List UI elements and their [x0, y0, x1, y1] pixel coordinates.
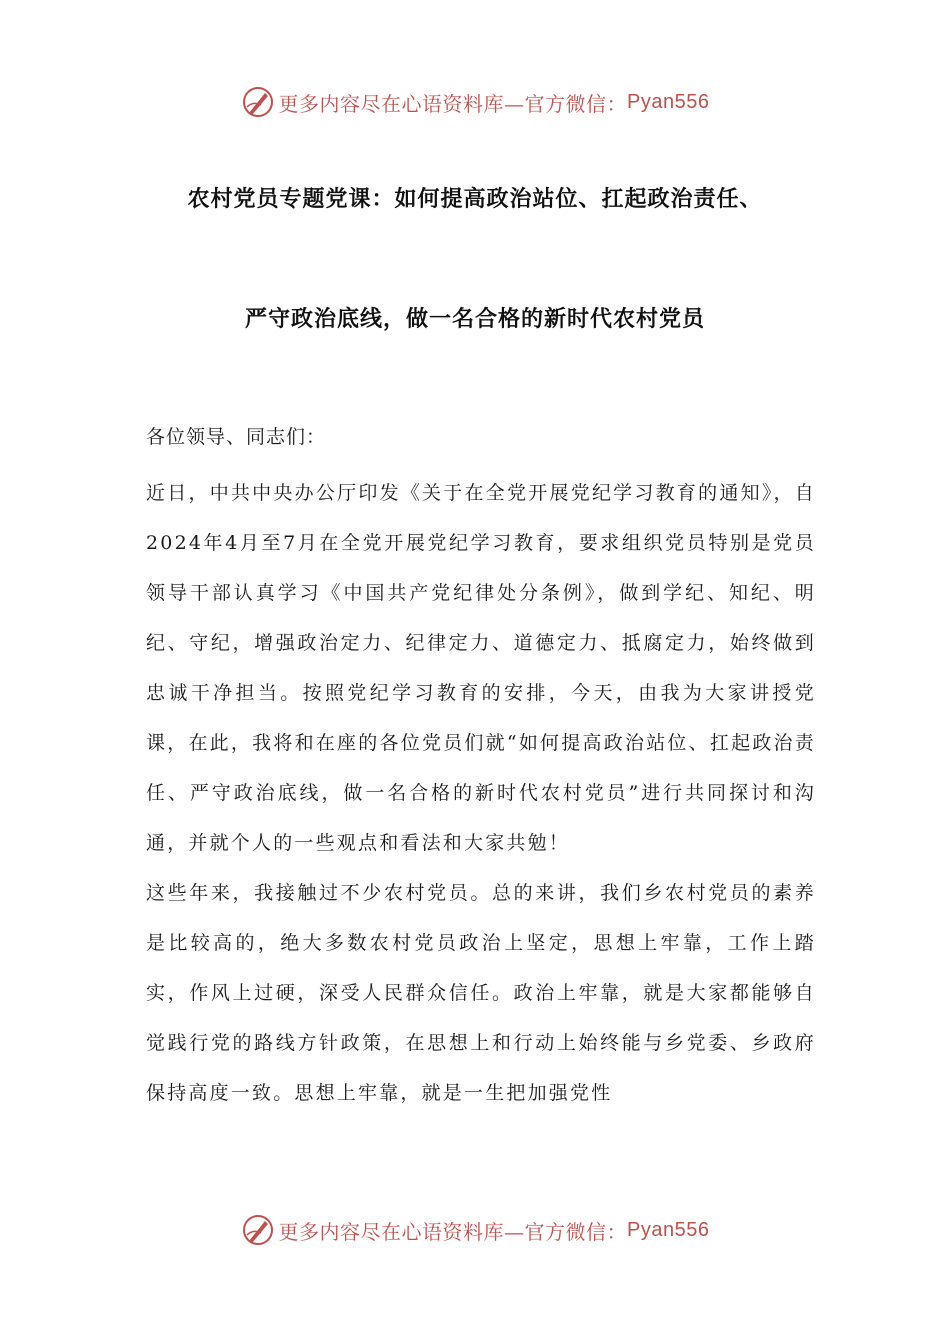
paragraph-1: 近日，中共中央办公厅印发《关于在全党开展党纪学习教育的通知》，自2024年4月至7月在全党开展党纪学习教育，要求组织党员特别是党员领导干部认真学习《中国共产党纪律处分条例》，做到学纪、知纪、明纪、守纪，增强政治定力、纪律定力、道德定力、抵腐定力，始终做到忠诚干净担当。按照党纪学习教育的安排，今天，由我为大家讲授党课，在此，我将和在座的各位党员们就“如何提高政治站位、扛起政治责任、严守政治底线，做一名合格的新时代农村党员”进行共同探讨和沟通，并就个人的一些观点和看法和大家共勉！: [146, 482, 816, 854]
document-title-line-1: 农村党员专题党课：如何提高政治站位、扛起政治责任、: [187, 186, 763, 212]
header-banner: [0, 82, 950, 122]
header-banner-text: 更多内容尽在心语资料库—官方微信：: [278, 91, 628, 116]
document-title-line-2: 严守政治底线，做一名合格的新时代农村党员: [244, 306, 705, 332]
pen-logo-icon: [241, 1213, 275, 1247]
paragraph-2: 这些年来，我接触过不少农村党员。总的来讲，我们乡农村党员的素养是比较高的，绝大多数农村党员政治上坚定，思想上牢靠，工作上踏实，作风上过硬，深受人民群众信任。政治上牢靠，就是大家都能够自觉践行党的路线方针政策，在思想上和行动上始终能与乡党委、乡政府保持高度一致。思想上牢靠，就是一生把加强党性: [146, 882, 816, 1104]
greeting: 各位领导、同志们：: [146, 426, 327, 448]
document-body: [146, 468, 816, 1118]
footer-banner-text: 更多内容尽在心语资料库—官方微信：: [278, 1219, 628, 1244]
header-banner-wechat: Pyan556: [627, 90, 710, 113]
pen-logo-icon: [241, 85, 275, 119]
footer-banner-wechat: Pyan556: [627, 1218, 710, 1241]
footer-banner: [0, 1210, 950, 1250]
